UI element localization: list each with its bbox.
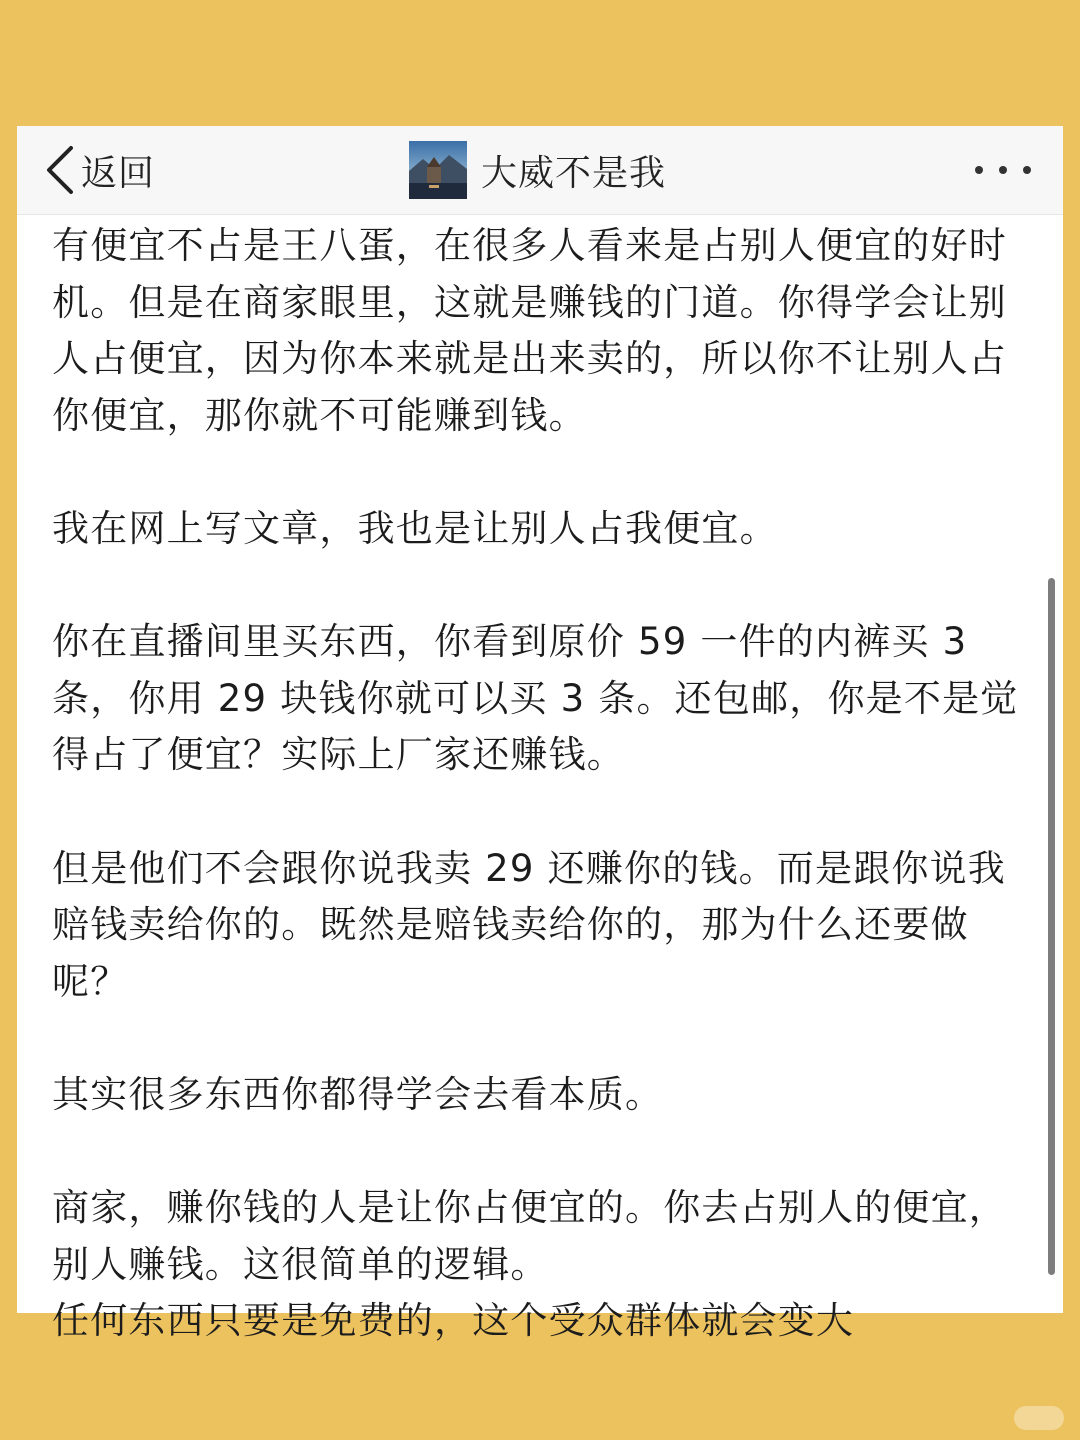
back-button[interactable] xyxy=(43,138,155,202)
watermark-logo xyxy=(1014,1406,1064,1430)
avatar[interactable] xyxy=(409,141,467,199)
vertical-scrollbar[interactable] xyxy=(1048,578,1055,1275)
more-options-button[interactable] xyxy=(975,152,1031,188)
page-title: 大威不是我 xyxy=(481,152,667,194)
article-paragraph: 有便宜不占是王八蛋，在很多人看来是占别人便宜的好时机。但是在商家眼里，这就是赚钱的门道。你得学会让别人占便宜，因为你本来就是出来卖的，所以你不让别人占你便宜，那你就不可能赚到钱。 xyxy=(52,224,1007,437)
more-dot-icon xyxy=(1023,166,1031,174)
article-paragraph: 其实很多东西你都得学会去看本质。 xyxy=(52,1072,664,1116)
article-body xyxy=(52,218,1037,1350)
app-screen xyxy=(17,126,1063,1343)
article-paragraph: 我在网上写文章，我也是让别人占我便宜。 xyxy=(52,506,778,550)
article-paragraph: 你在直播间里买东西，你看到原价 59 一件的内裤买 3 条，你用 29 块钱你就可以买 3 条。还包邮，你是不是觉得占了便宜？实际上厂家还赚钱。 xyxy=(52,620,1019,777)
article-paragraph: 但是他们不会跟你说我卖 29 还赚你的钱。而是跟你说我赔钱卖给你的。既然是赔钱卖给你的，那为什么还要做呢？ xyxy=(52,846,1007,1003)
article-paragraph: 商家，赚你钱的人是让你占便宜的。你去占别人的便宜，别人赚钱。这很简单的逻辑。 xyxy=(52,1186,1007,1286)
back-label: 返回 xyxy=(81,152,156,194)
profile-title[interactable] xyxy=(409,130,666,210)
navigation-bar xyxy=(17,126,1063,215)
more-dot-icon xyxy=(999,166,1007,174)
article-paragraph: 任何东西只要是免费的，这个受众群体就会变大 xyxy=(52,1299,855,1343)
more-dot-icon xyxy=(975,166,983,174)
chevron-left-icon xyxy=(43,144,77,196)
